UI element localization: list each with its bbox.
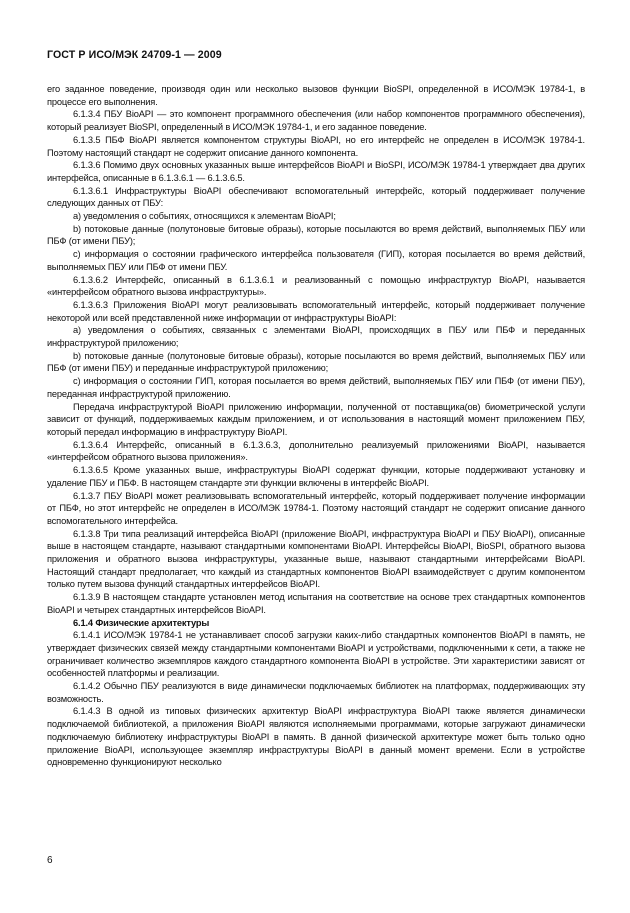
paragraph: 6.1.4.3 В одной из типовых физических архитектур BioAPI инфраструктура BioAPI также является динамически подключаемой библиотекой, а приложения BioAPI являются исполняемыми программами, которые загружают динамически подключаемую библиотеку инфраструктуры BioAPI в память. В данной физической архитектуре может быть только одно приложение BioAPI, использующее экземпляр инфраструктуры BioAPI в данный момент времени. Если в устройстве одновременно функционируют несколько [47, 706, 585, 768]
paragraph: a) уведомления о событиях, относящихся к элементам BioAPI; [73, 211, 336, 222]
paragraph: 6.1.3.6.2 Интерфейс, описанный в 6.1.3.6.1 и реализованный с помощью инфраструктур BioAPI, называется «интерфейсом обратного вызова инфраструктуры». [47, 274, 585, 298]
paragraph: 6.1.4.2 Обычно ПБУ реализуются в виде динамически подключаемых библиотек на платформах, поддерживающих эту возможность. [47, 681, 585, 704]
paragraph: c) информация о состоянии графического интерфейса пользователя (ГИП), которая посылается во время действий, выполняемых ПБУ или ПБФ от имени ПБУ. [47, 249, 585, 272]
paragraph: 6.1.3.5 ПБФ BioAPI является компонентом структуры BioAPI, но его интерфейс не определен в ИСО/МЭК 19784-1. Поэтому настоящий стандарт не содержит описание данного компонента. [47, 134, 585, 158]
paragraph: c) информация о состоянии ГИП, которая посылается во время действий, выполняемых ПБУ или ПБФ (от имени ПБУ), переданная инфраструктурой приложению. [47, 376, 585, 399]
paragraph: 6.1.3.6.4 Интерфейс, описанный в 6.1.3.6.3, дополнительно реализуемый приложениями BioAPI, называется «интерфейсом обратного вызова приложения». [47, 439, 585, 463]
paragraph: 6.1.3.4 ПБУ BioAPI — это компонент программного обеспечения (или набор компонентов программного обеспечения), который реализует BioSPI, определенный в ИСО/МЭК 19784-1, и его заданное поведение. [47, 109, 585, 133]
paragraph: 6.1.3.9 В настоящем стандарте установлен метод испытания на соответствие на основе трех стандартных компонентов BioAPI и четырех стандартных интерфейсов BioAPI. [47, 592, 585, 615]
paragraph: 6.1.3.8 Три типа реализаций интерфейса BioAPI (приложение BioAPI, инфраструктура BioAPI и ПБУ BioAPI), описанные выше в настоящем стандарте, называют стандартными компонентами BioAPI. Интерфейсы BioAPI, BioSPI, обратного вызова приложения и обратного вызова инфраструктуры, указанные выше, называют стандартными интерфейсами BioAPI. Настоящий стандарт предполагает, что каждый из стандартных компонентов BioAPI взаимодействует с другим компонентом только путем вызова функций стандартных интерфейсов BioAPI. [47, 528, 585, 590]
paragraph: b) потоковые данные (полутоновые битовые образы), которые посылаются во время действий, выполняемых ПБУ или ПБФ (от имени ПБУ) и переданные инфраструктурой приложению; [47, 350, 585, 374]
paragraph: 6.1.3.6.3 Приложения BioAPI могут реализовывать вспомогательный интерфейс, который поддерживает получение некоторой или всей представленной ниже информации от инфраструктуры BioAPI: [47, 299, 585, 323]
paragraph: 6.1.3.7 ПБУ BioAPI может реализовывать вспомогательный интерфейс, который поддерживает получение информации от ПБФ, но этот интерфейс не определен в ИСО/МЭК 19784-1. Поэтому настоящий стандарт не содержит описание данного вспомогательного интерфейса. [47, 490, 585, 526]
paragraph: его заданное поведение, производя один или несколько вызовов функции BioSPI, определенной в ИСО/МЭК 19784-1, в процессе его выполнения. [47, 84, 585, 107]
paragraph: b) потоковые данные (полутоновые битовые образы), которые посылаются во время действий, выполняемых ПБУ или ПБФ (от имени ПБУ); [47, 223, 585, 247]
paragraph: 6.1.4.1 ИСО/МЭК 19784-1 не устанавливает способ загрузки каких-либо стандартных компонентов BioAPI в память, не утверждает физических связей между стандартными компонентами BioAPI и устройствами, подключенными к сети, а также не ограничивает количество экземпляров каждого стандартного компонента BioAPI в устройстве. Эти характеристики зависят от особенностей платформы и реализации. [47, 630, 585, 679]
paragraph: a) уведомления о событиях, связанных с элементами BioAPI, происходящих в ПБУ или ПБФ и переданных инфраструктурой приложению; [47, 325, 585, 349]
paragraph: 6.1.3.6.1 Инфраструктуры BioAPI обеспечивают вспомогательный интерфейс, который поддерживает получение следующих данных от ПБУ: [47, 185, 585, 209]
paragraph: 6.1.3.6 Помимо двух основных указанных выше интерфейсов BioAPI и BioSPI, ИСО/МЭК 19784-1 утверждает два других интерфейса, описанные в 6.1.3.6.1 — 6.1.3.6.5. [47, 160, 585, 183]
document-body [47, 83, 585, 769]
page-number: 6 [47, 855, 53, 866]
document-header: ГОСТ Р ИСО/МЭК 24709-1 — 2009 [47, 49, 222, 61]
paragraph: Передача инфраструктурой BioAPI приложению информации, полученной от поставщика(ов) биометрической услуги зависит от функций, поддерживаемых каждым приложением, и от использования в настоящий момент приложением ПБУ, который передал информацию в инфраструктуру BioAPI. [47, 401, 585, 437]
section-heading: 6.1.4 Физические архитектуры [73, 617, 210, 628]
paragraph: 6.1.3.6.5 Кроме указанных выше, инфраструктуры BioAPI содержат функции, которые поддерживают установку и удаление ПБУ и ПБФ. В настоящем стандарте эти функции включены в интерфейс BioAPI. [47, 465, 585, 488]
